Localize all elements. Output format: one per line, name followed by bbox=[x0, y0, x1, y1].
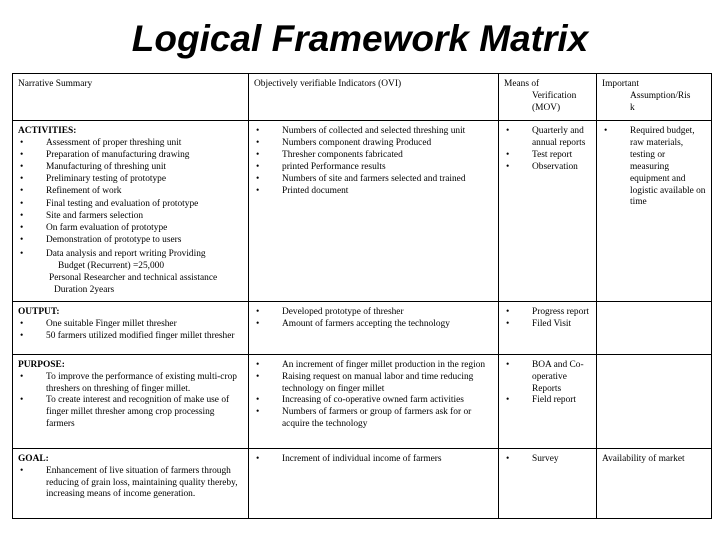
list-item: • Increment of individual income of farmers bbox=[254, 454, 493, 466]
list-item: • Filed Visit bbox=[504, 319, 591, 331]
list-item: • Site and farmers selection bbox=[18, 211, 243, 223]
list-item: • Observation bbox=[504, 162, 591, 174]
list-item: • An increment of finger millet production in the region bbox=[254, 360, 493, 372]
header-mov bbox=[499, 74, 597, 121]
activities-label: ACTIVITIES: bbox=[18, 126, 77, 136]
list-item: • Numbers of collected and selected threshing unit bbox=[254, 126, 493, 138]
list-item: • Amount of farmers accepting the technology bbox=[254, 319, 493, 331]
list-item: • Final testing and evaluation of prototype bbox=[18, 199, 243, 211]
list-item: • Progress report bbox=[504, 307, 591, 319]
list-item: • Quarterly and annual reports bbox=[504, 126, 591, 150]
header-risk-line3: k bbox=[630, 102, 635, 113]
list-item: • One suitable Finger millet thresher bbox=[18, 319, 243, 331]
output-mov bbox=[499, 301, 597, 354]
list-item: • Preliminary testing of prototype bbox=[18, 174, 243, 186]
goal-label: GOAL: bbox=[18, 453, 49, 464]
purpose-label: PURPOSE: bbox=[18, 359, 65, 370]
list-item: • Enhancement of live situation of farmers through reducing of grain loss, maintaining quality thereby, increasing means of income generation. bbox=[18, 466, 243, 502]
list-item: • Raising request on manual labor and time reducing technology on finger millet bbox=[254, 372, 493, 396]
list-item: • Assessment of proper threshing unit bbox=[18, 138, 243, 150]
goal-ovi bbox=[249, 448, 499, 518]
duration-line: Duration 2years bbox=[54, 284, 115, 295]
header-narrative: Narrative Summary bbox=[13, 74, 249, 121]
output-narrative bbox=[13, 301, 249, 354]
list-item: • BOA and Co-operative Reports bbox=[504, 360, 591, 396]
list-item: • Thresher components fabricated bbox=[254, 150, 493, 162]
output-row bbox=[13, 301, 712, 354]
budget-line: Budget (Recurrent) =25,000 bbox=[58, 260, 165, 271]
header-mov-line2: Verification bbox=[532, 90, 577, 101]
list-item: • Field report bbox=[504, 395, 591, 407]
goal-risk: Availability of market bbox=[597, 448, 712, 518]
list-item: • To improve the performance of existing multi-crop threshers on threshing of finger millet. bbox=[18, 372, 243, 396]
header-mov-line3: (MOV) bbox=[532, 102, 561, 113]
list-item: • On farm evaluation of prototype bbox=[18, 223, 243, 235]
list-item: • Demonstration of prototype to users bbox=[18, 235, 243, 247]
page-title: Logical Framework Matrix bbox=[131, 18, 589, 59]
list-item: • Numbers component drawing Produced bbox=[254, 138, 493, 150]
list-item: • Data analysis and report writing Providing bbox=[18, 249, 243, 261]
activities-ovi bbox=[249, 121, 499, 302]
header-risk bbox=[597, 74, 712, 121]
output-label: OUTPUT: bbox=[18, 306, 60, 317]
header-risk-line1: Important bbox=[602, 79, 639, 89]
activities-risk bbox=[597, 121, 712, 302]
purpose-narrative bbox=[13, 354, 249, 448]
list-item: • To create interest and recognition of make use of finger millet thresher among crop processing farmers bbox=[18, 395, 243, 431]
purpose-mov bbox=[499, 354, 597, 448]
list-item: • Numbers of farmers or group of farmers ask for or acquire the technology bbox=[254, 407, 493, 431]
purpose-row bbox=[13, 354, 712, 448]
activities-mov bbox=[499, 121, 597, 302]
list-item: • Increasing of co-operative owned farm activities bbox=[254, 395, 493, 407]
list-item: • Refinement of work bbox=[18, 186, 243, 198]
header-row bbox=[13, 74, 712, 121]
purpose-risk bbox=[597, 354, 712, 448]
header-mov-line1: Means of bbox=[504, 79, 540, 89]
logframe-table bbox=[12, 73, 712, 519]
list-item: • Test report bbox=[504, 150, 591, 162]
list-item: • Printed document bbox=[254, 186, 493, 198]
list-item: • Manufacturing of threshing unit bbox=[18, 162, 243, 174]
list-item: • Preparation of manufacturing drawing bbox=[18, 150, 243, 162]
goal-narrative bbox=[13, 448, 249, 518]
purpose-ovi bbox=[249, 354, 499, 448]
goal-row bbox=[13, 448, 712, 518]
activities-narrative bbox=[13, 121, 249, 302]
list-item: • printed Performance results bbox=[254, 162, 493, 174]
list-item: • Required budget, raw materials, testing or measuring equipment and logistic available on time bbox=[602, 126, 706, 209]
goal-mov bbox=[499, 448, 597, 518]
header-ovi: Objectively verifiable Indicators (OVI) bbox=[249, 74, 499, 121]
list-item: • Numbers of site and farmers selected and trained bbox=[254, 174, 493, 186]
list-item: • Survey bbox=[504, 454, 591, 466]
output-ovi bbox=[249, 301, 499, 354]
list-item: • 50 farmers utilized modified finger millet thresher bbox=[18, 331, 243, 343]
output-risk bbox=[597, 301, 712, 354]
list-item: • Developed prototype of thresher bbox=[254, 307, 493, 319]
activities-row bbox=[13, 121, 712, 302]
header-risk-line2: Assumption/Ris bbox=[630, 90, 691, 101]
personal-line: Personal Researcher and technical assistance bbox=[49, 272, 218, 283]
